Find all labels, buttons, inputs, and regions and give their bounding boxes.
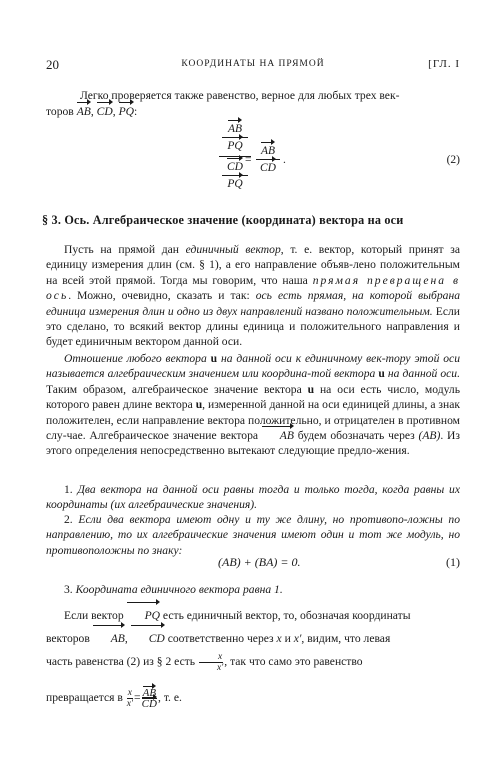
chapter-label: [ГЛ. I [428, 58, 460, 70]
fraction-x-over-xprime [199, 652, 223, 673]
vector-pq: PQ [118, 105, 135, 118]
final-var-x: x [276, 632, 282, 645]
p1-emph-axis-definition: ось есть прямая, на которой выбрана единица измерения длин и одно из двух направлений названо положительным. [46, 289, 460, 318]
final-text-g: часть равенства (2) из § 2 есть [46, 655, 198, 668]
final-text-b: есть единичный вектор, то, обозначая координаты [160, 609, 411, 622]
prop2-number: 2. [64, 513, 79, 526]
prop3-number: 3. [64, 583, 76, 596]
final-vector-pq: PQ [127, 604, 160, 627]
final-last-line [46, 688, 460, 709]
p2-notation-ab: (AB) [418, 429, 441, 443]
final-text-c: векторов [46, 632, 93, 645]
rhs-num-ab: AB [260, 145, 276, 157]
prop1-number: 1. [64, 483, 78, 496]
right-fraction [256, 144, 280, 175]
final-paragraph [46, 604, 460, 673]
p2-emph-c: на данной оси. [384, 367, 460, 381]
intro-line2-text: торов [46, 105, 74, 118]
p2-emph-b: на данной оси к единичному век-тору этой оси называется алгебраическим значением или координа-той вектора [46, 352, 460, 381]
frac-x: x [218, 651, 223, 662]
p1-text-e: . Можно, очевидно, сказать и так: [68, 289, 256, 303]
final-var-xprime: x′ [293, 632, 302, 645]
frac2-cd: CD [141, 698, 157, 710]
equation-number-1: (1) [446, 555, 460, 569]
frac2-xprime: x′ [126, 699, 134, 709]
p2-vector-ab: AB [262, 428, 294, 443]
frac2-x: x [127, 688, 132, 698]
final-text-d: соответственно через [164, 632, 277, 645]
p2-vector-u-4: u [195, 398, 203, 412]
p2-text-f: , измеренной данной на оси единицей длины, а знак положителен, если направление вектора положительно, и отрицателен в противном слу-чае. Алгебраическое значение вектора [46, 398, 460, 443]
final-comma: , [124, 632, 131, 645]
prop1-text: Два вектора на данной оси равны тогда и только тогда, когда равны их координаты (их алгебраические значения). [46, 483, 460, 512]
final-vector-ab: AB [93, 627, 125, 650]
rhs-den-cd: CD [260, 162, 276, 174]
vector-cd: CD [96, 105, 113, 118]
p1-text-g: Если это сделано, то всякий вектор длины единица и положительного направления и будет единичным вектором данной оси. [46, 304, 460, 349]
p2-text-i: . Из этого определения непосредственно вытекают следующие предло-жения. [46, 429, 460, 458]
equals-sign: = [245, 154, 252, 166]
frac-den-pq: PQ [227, 178, 243, 190]
proposition-1 [46, 482, 460, 513]
paragraph-2 [46, 351, 460, 459]
page-header [46, 57, 460, 73]
running-title: КООРДИНАТЫ НА ПРЯМОЙ [181, 59, 325, 69]
prop2-text: Если два вектора имеют одну и ту же длину, но противопо-ложны по направлению, то их алгебраические значения имеют один и тот же модуль, но противоположны по знаку: [46, 513, 461, 557]
frac2-ab: AB [142, 687, 157, 699]
final-text-f: , видим, что левая [301, 632, 391, 645]
p1-emph-axis: прямая превращена в ось [46, 273, 460, 303]
final-equals: = [134, 691, 141, 705]
final-vector-cd: CD [131, 627, 165, 650]
frac-xprime: x′ [216, 662, 224, 673]
p2-vector-u-2: u [378, 367, 385, 381]
p2-vector-u-3: u [307, 382, 315, 396]
equation-period: . [283, 154, 286, 166]
p2-emph-a: Отношение любого вектора [64, 352, 211, 365]
final-text-i: превращается в [46, 691, 126, 705]
prop3-text: Координата единичного вектора равна 1. [75, 583, 283, 596]
p2-vector-u: u [210, 352, 218, 365]
intro-text: Легко проверяется также равенство, верное для любых трех век- [80, 89, 400, 102]
section-title: § 3. Ось. Алгебраическое значение (координата) вектора на оси [42, 213, 404, 227]
final-text-e: и [281, 632, 294, 645]
final-text-a: Если вектор [64, 609, 127, 622]
p2-text-g: будем обозначать через [293, 429, 419, 443]
paragraph-1 [46, 242, 460, 350]
p2-text-d: Таким образом, алгебраическое значение вектора [46, 382, 308, 396]
equation-number-2: (2) [446, 154, 460, 166]
intro-line2: торов AB, CD, PQ: [46, 105, 138, 118]
final-text-h: , так что само это равенство [224, 655, 363, 668]
fraction-x-over-xprime-2 [127, 688, 133, 709]
proposition-3 [46, 582, 460, 597]
page-number: 20 [46, 57, 59, 72]
frac-den-cd: CD [227, 161, 243, 173]
p2-text-e: на оси есть число, модуль которого равен длине вектора [46, 382, 460, 412]
vector-ab: AB [76, 105, 91, 118]
frac-num-pq: PQ [227, 140, 243, 152]
frac-num-ab: AB [227, 123, 243, 135]
p1-text-c: , т. е. вектор, который принят за единицу измерения длин (см. § 1), а его направление объяв-лено положительным на всей этой прямой. Тогда мы говорим, что наша [46, 243, 461, 287]
final-text-k: , т. е. [158, 691, 182, 705]
fraction-ab-over-cd [142, 688, 157, 709]
p1-emph-unit-vector: единичный вектор [185, 243, 281, 256]
proposition-2 [46, 512, 460, 558]
equation-1-body: (AB) + (BA) = 0. [218, 555, 301, 569]
equation-2 [0, 122, 500, 202]
p1-text-a: Пусть на прямой дан [64, 243, 186, 256]
